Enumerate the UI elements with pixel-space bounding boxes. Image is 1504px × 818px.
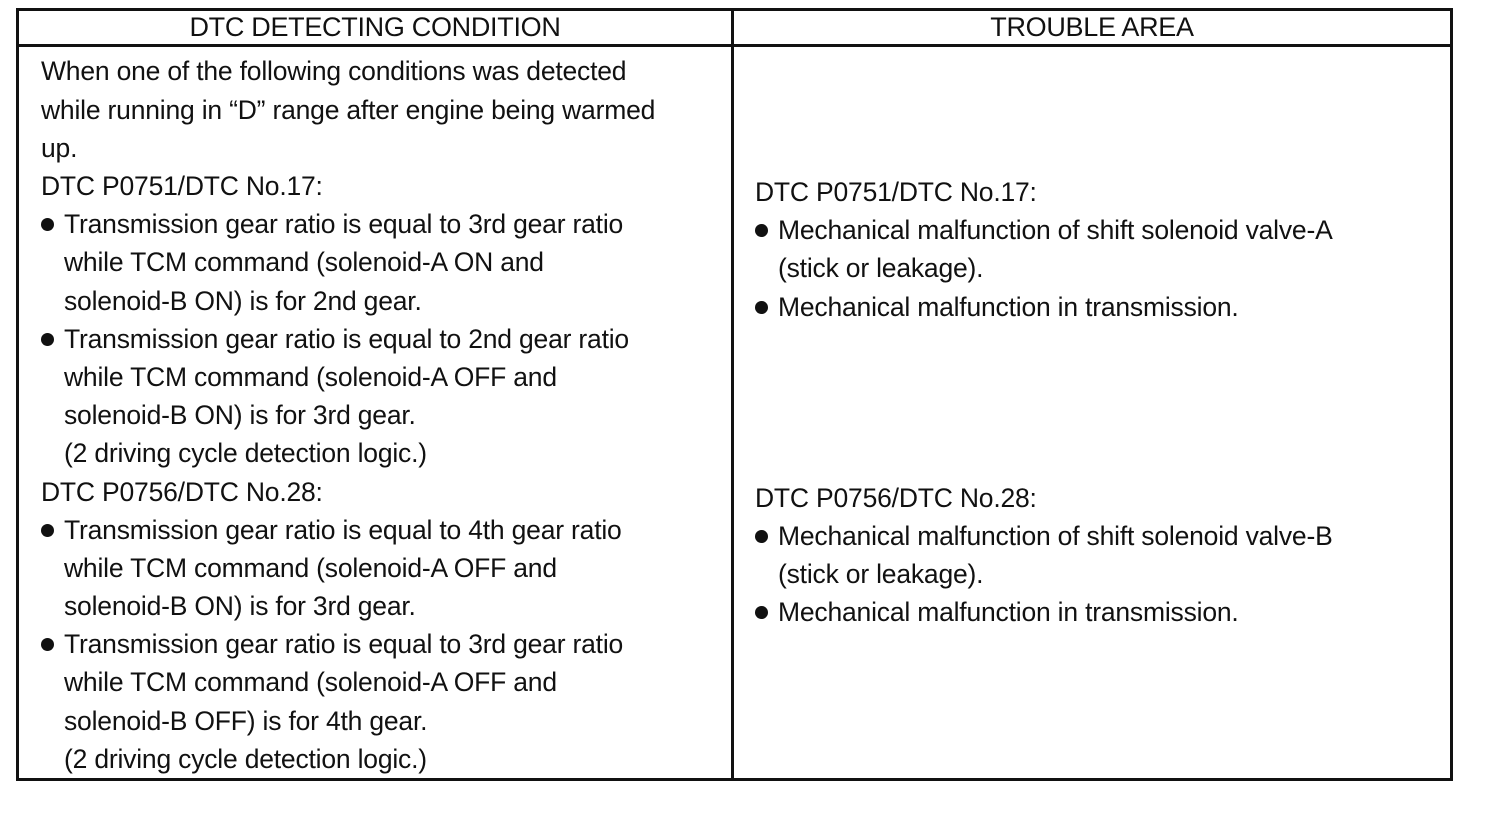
bullet-line: solenoid-B OFF) is for 4th gear. bbox=[64, 705, 428, 736]
condition-bullet-item bbox=[41, 320, 731, 435]
trouble-bullet-item bbox=[755, 288, 1450, 326]
bullet-line: while TCM command (solenoid-A OFF and bbox=[64, 361, 557, 392]
condition-bullet-item bbox=[41, 625, 731, 740]
bullet-dot-icon bbox=[41, 218, 54, 231]
bullet-dot-icon bbox=[41, 333, 54, 346]
trouble-bullet-item bbox=[755, 211, 1450, 287]
bullet-line: while TCM command (solenoid-A ON and bbox=[64, 247, 544, 278]
bullet-line: Transmission gear ratio is equal to 4th gear ratio bbox=[64, 514, 622, 545]
bullet-line: Mechanical malfunction in transmission. bbox=[778, 291, 1239, 322]
bullet-line: solenoid-B ON) is for 3rd gear. bbox=[64, 400, 416, 431]
intro-line: When one of the following conditions was detected bbox=[41, 56, 627, 87]
bullet-dot-icon bbox=[755, 606, 768, 619]
intro-line: up. bbox=[41, 132, 78, 163]
bullet-line: Mechanical malfunction in transmission. bbox=[778, 597, 1239, 628]
trouble-code-p0756: DTC P0756/DTC No.28: bbox=[755, 482, 1037, 513]
intro-line: while running in “D” range after engine being warmed bbox=[41, 94, 656, 125]
trouble-code-p0751: DTC P0751/DTC No.17: bbox=[755, 177, 1037, 208]
spacer bbox=[755, 52, 1450, 173]
bullet-dot-icon bbox=[755, 301, 768, 314]
bullet-line: solenoid-B ON) is for 2nd gear. bbox=[64, 285, 422, 316]
trouble-bullet-item bbox=[755, 593, 1450, 631]
header-dtc-detecting-condition: DTC DETECTING CONDITION bbox=[19, 11, 734, 44]
condition-bullet-item bbox=[41, 511, 731, 626]
condition-cell bbox=[19, 47, 734, 778]
bullet-line: Mechanical malfunction of shift solenoid valve-A bbox=[778, 215, 1333, 246]
bullet-line: Transmission gear ratio is equal to 3rd gear ratio bbox=[64, 629, 624, 660]
bullet-line: solenoid-B ON) is for 3rd gear. bbox=[64, 591, 416, 622]
dtc-code-p0751: DTC P0751/DTC No.17: bbox=[41, 171, 323, 201]
table-body-row bbox=[19, 47, 1450, 778]
bullet-dot-icon bbox=[41, 524, 54, 537]
condition-bullet-item bbox=[41, 205, 731, 320]
bullet-dot-icon bbox=[755, 224, 768, 237]
dtc-code-p0756: DTC P0756/DTC No.28: bbox=[41, 476, 323, 507]
dtc-table bbox=[16, 8, 1453, 781]
detection-logic-note: (2 driving cycle detection logic.) bbox=[64, 743, 427, 774]
trouble-bullet-item bbox=[755, 517, 1450, 593]
bullet-line: Transmission gear ratio is equal to 3rd gear ratio bbox=[64, 209, 624, 240]
bullet-line: (stick or leakage). bbox=[778, 558, 984, 589]
spacer bbox=[755, 326, 1450, 479]
bullet-line: Mechanical malfunction of shift solenoid valve-B bbox=[778, 520, 1333, 551]
bullet-line: (stick or leakage). bbox=[778, 253, 984, 284]
trouble-area-cell bbox=[734, 47, 1450, 778]
bullet-line: while TCM command (solenoid-A OFF and bbox=[64, 667, 557, 698]
detection-logic-note: (2 driving cycle detection logic.) bbox=[64, 438, 427, 469]
bullet-line: while TCM command (solenoid-A OFF and bbox=[64, 552, 557, 583]
bullet-dot-icon bbox=[755, 530, 768, 543]
table-header-row bbox=[19, 11, 1450, 47]
bullet-dot-icon bbox=[41, 638, 54, 651]
header-trouble-area: TROUBLE AREA bbox=[990, 12, 1194, 43]
bullet-line: Transmission gear ratio is equal to 2nd gear ratio bbox=[64, 323, 629, 354]
